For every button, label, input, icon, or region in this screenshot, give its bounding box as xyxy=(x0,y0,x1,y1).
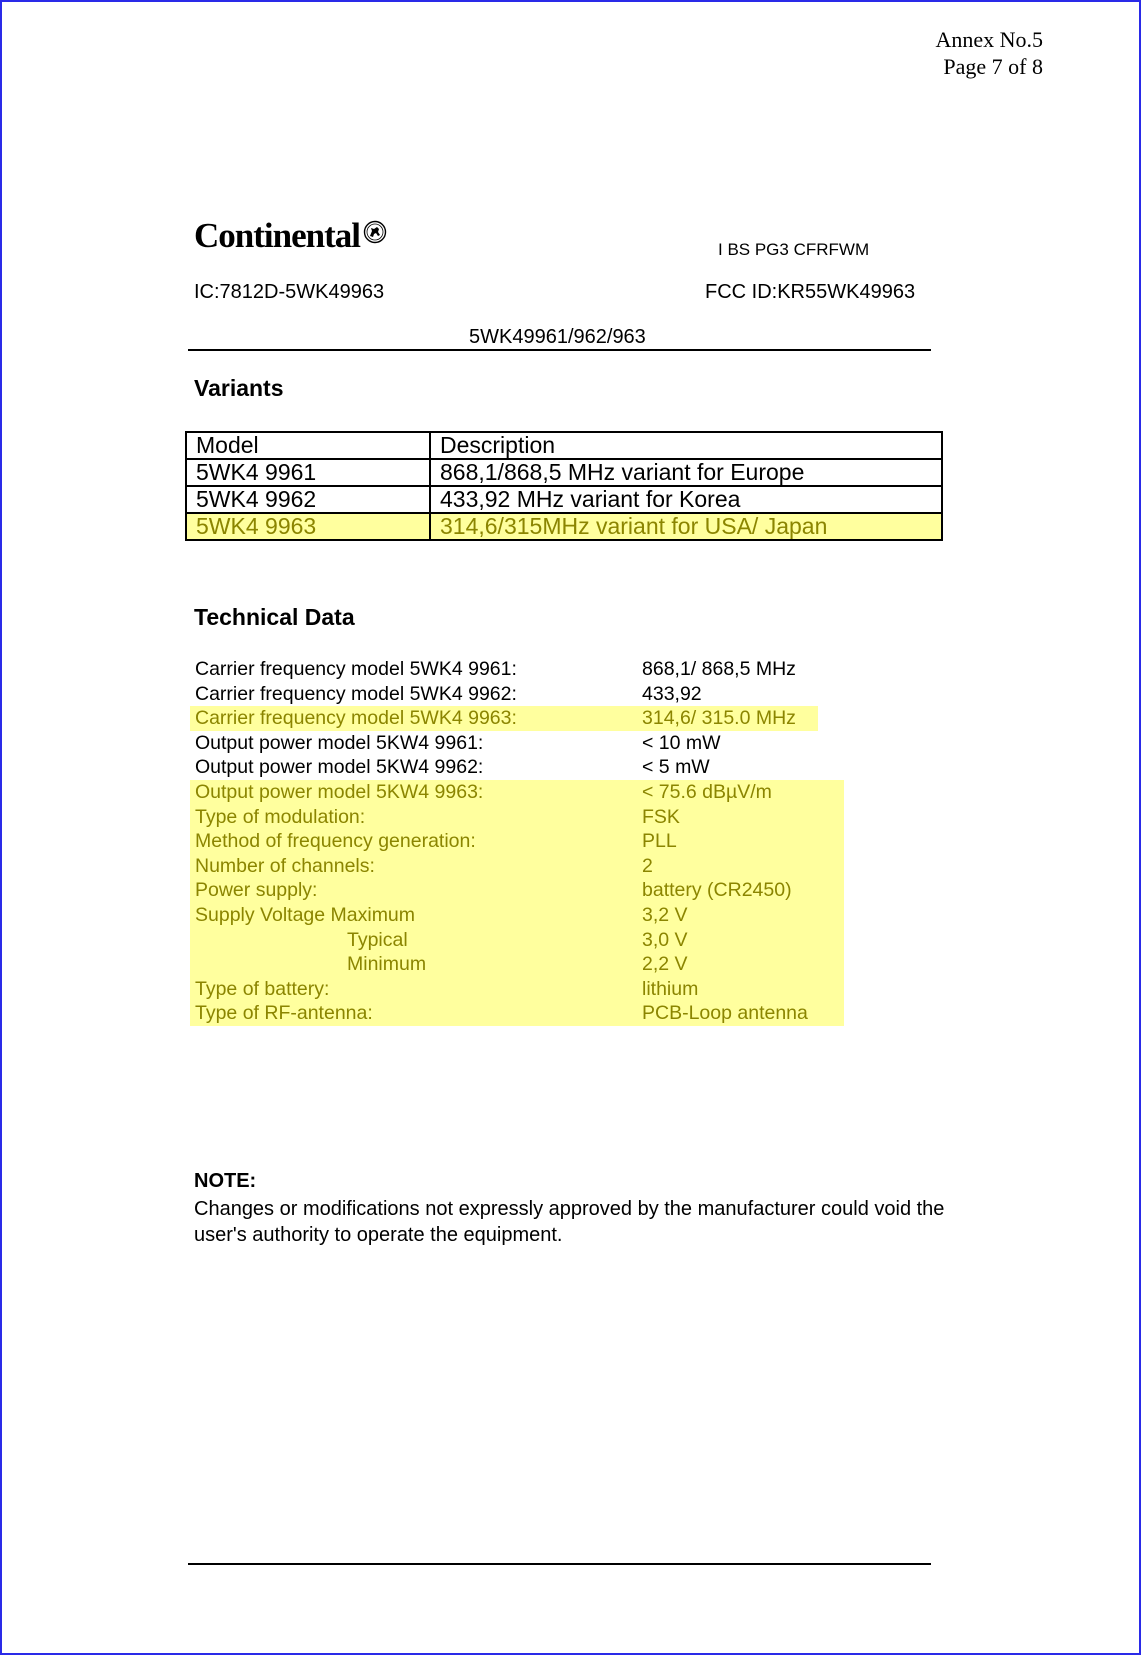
tech-label: Typical xyxy=(347,928,408,951)
tech-row xyxy=(190,952,844,977)
page-number: Page 7 of 8 xyxy=(943,54,1043,79)
tech-label: Power supply: xyxy=(195,879,318,902)
tech-label: Type of RF-antenna: xyxy=(195,1002,373,1025)
table-row-highlighted xyxy=(186,513,942,540)
tech-row xyxy=(190,706,818,731)
tech-label: Carrier frequency model 5WK4 9962: xyxy=(195,682,517,705)
tech-row xyxy=(190,805,844,830)
tech-label: Supply Voltage Maximum xyxy=(195,903,416,926)
tech-row xyxy=(190,657,844,682)
tech-label: Method of frequency generation: xyxy=(195,830,476,853)
table-row xyxy=(186,486,942,513)
tech-label: Output power model 5KW4 9963: xyxy=(195,780,484,803)
annex-header xyxy=(935,26,1043,80)
department-code: I BS PG3 CFRFWM xyxy=(718,240,870,259)
tech-row xyxy=(190,829,844,854)
tech-value: PLL xyxy=(642,830,677,853)
tech-label: Carrier frequency model 5WK4 9961: xyxy=(195,658,517,680)
variant-description: 314,6/315MHz variant for USA/ Japan xyxy=(430,513,942,540)
tech-label: Output power model 5KW4 9962: xyxy=(195,756,484,779)
tech-value: lithium xyxy=(642,977,699,1000)
tech-row xyxy=(190,878,844,903)
tech-row xyxy=(190,903,844,928)
tech-row xyxy=(190,682,844,707)
table-header-row xyxy=(186,432,942,459)
tech-value: FSK xyxy=(642,805,680,828)
variant-description: 868,1/868,5 MHz variant for Europe xyxy=(430,459,942,486)
tech-row xyxy=(190,755,844,780)
tech-row xyxy=(190,731,844,756)
column-header-description: Description xyxy=(430,432,942,459)
ic-number: IC:7812D-5WK49963 xyxy=(194,281,385,303)
tech-value: PCB-Loop antenna xyxy=(642,1002,808,1025)
tech-row xyxy=(190,977,844,1002)
tech-value: 868,1/ 868,5 MHz xyxy=(642,658,796,680)
tech-value: 2,2 V xyxy=(642,953,688,976)
variant-model: 5WK4 9961 xyxy=(186,459,430,486)
tech-value: battery (CR2450) xyxy=(642,879,792,902)
tech-label: Minimum xyxy=(347,953,427,976)
annex-number: Annex No.5 xyxy=(935,27,1043,52)
tech-value: < 10 mW xyxy=(642,731,721,754)
horse-emblem-icon xyxy=(363,220,387,249)
tech-value: < 75.6 dBµV/m xyxy=(642,780,772,803)
tech-label: Number of channels: xyxy=(195,854,375,877)
technical-data-heading: Technical Data xyxy=(194,604,355,630)
tech-value: < 5 mW xyxy=(642,756,710,779)
tech-row xyxy=(190,928,844,953)
tech-value: 3,2 V xyxy=(642,903,688,926)
tech-row xyxy=(190,1001,844,1026)
footer-divider xyxy=(188,1563,931,1565)
tech-label: Type of battery: xyxy=(195,977,330,1000)
tech-value: 314,6/ 315.0 MHz xyxy=(642,707,796,730)
tech-label: Type of modulation: xyxy=(195,805,366,828)
variant-model: 5WK4 9963 xyxy=(186,513,430,540)
tech-value: 2 xyxy=(642,854,653,877)
tech-label: Carrier frequency model 5WK4 9963: xyxy=(195,707,517,730)
header-divider xyxy=(188,349,931,351)
logo-wordmark: Continental xyxy=(194,216,360,255)
tech-value: 3,0 V xyxy=(642,928,688,951)
variant-model: 5WK4 9962 xyxy=(186,486,430,513)
tech-label: Output power model 5KW4 9961: xyxy=(195,731,484,754)
technical-data-list xyxy=(190,657,844,1026)
table-row xyxy=(186,459,942,486)
column-header-model: Model xyxy=(186,432,430,459)
note-title: NOTE: xyxy=(194,1170,257,1192)
variants-table xyxy=(185,431,943,541)
fcc-id: FCC ID:KR55WK49963 xyxy=(705,281,916,303)
variant-description: 433,92 MHz variant for Korea xyxy=(430,486,942,513)
tech-value: 433,92 xyxy=(642,682,702,705)
variants-heading: Variants xyxy=(194,375,284,401)
note-text: Changes or modifications not expressly approved by the manufacturer could void the user's authority to operate the equipment. xyxy=(194,1198,945,1246)
company-logo xyxy=(194,216,387,256)
model-numbers: 5WK49961/962/963 xyxy=(469,326,646,348)
tech-row xyxy=(190,854,844,879)
tech-row xyxy=(190,780,844,805)
